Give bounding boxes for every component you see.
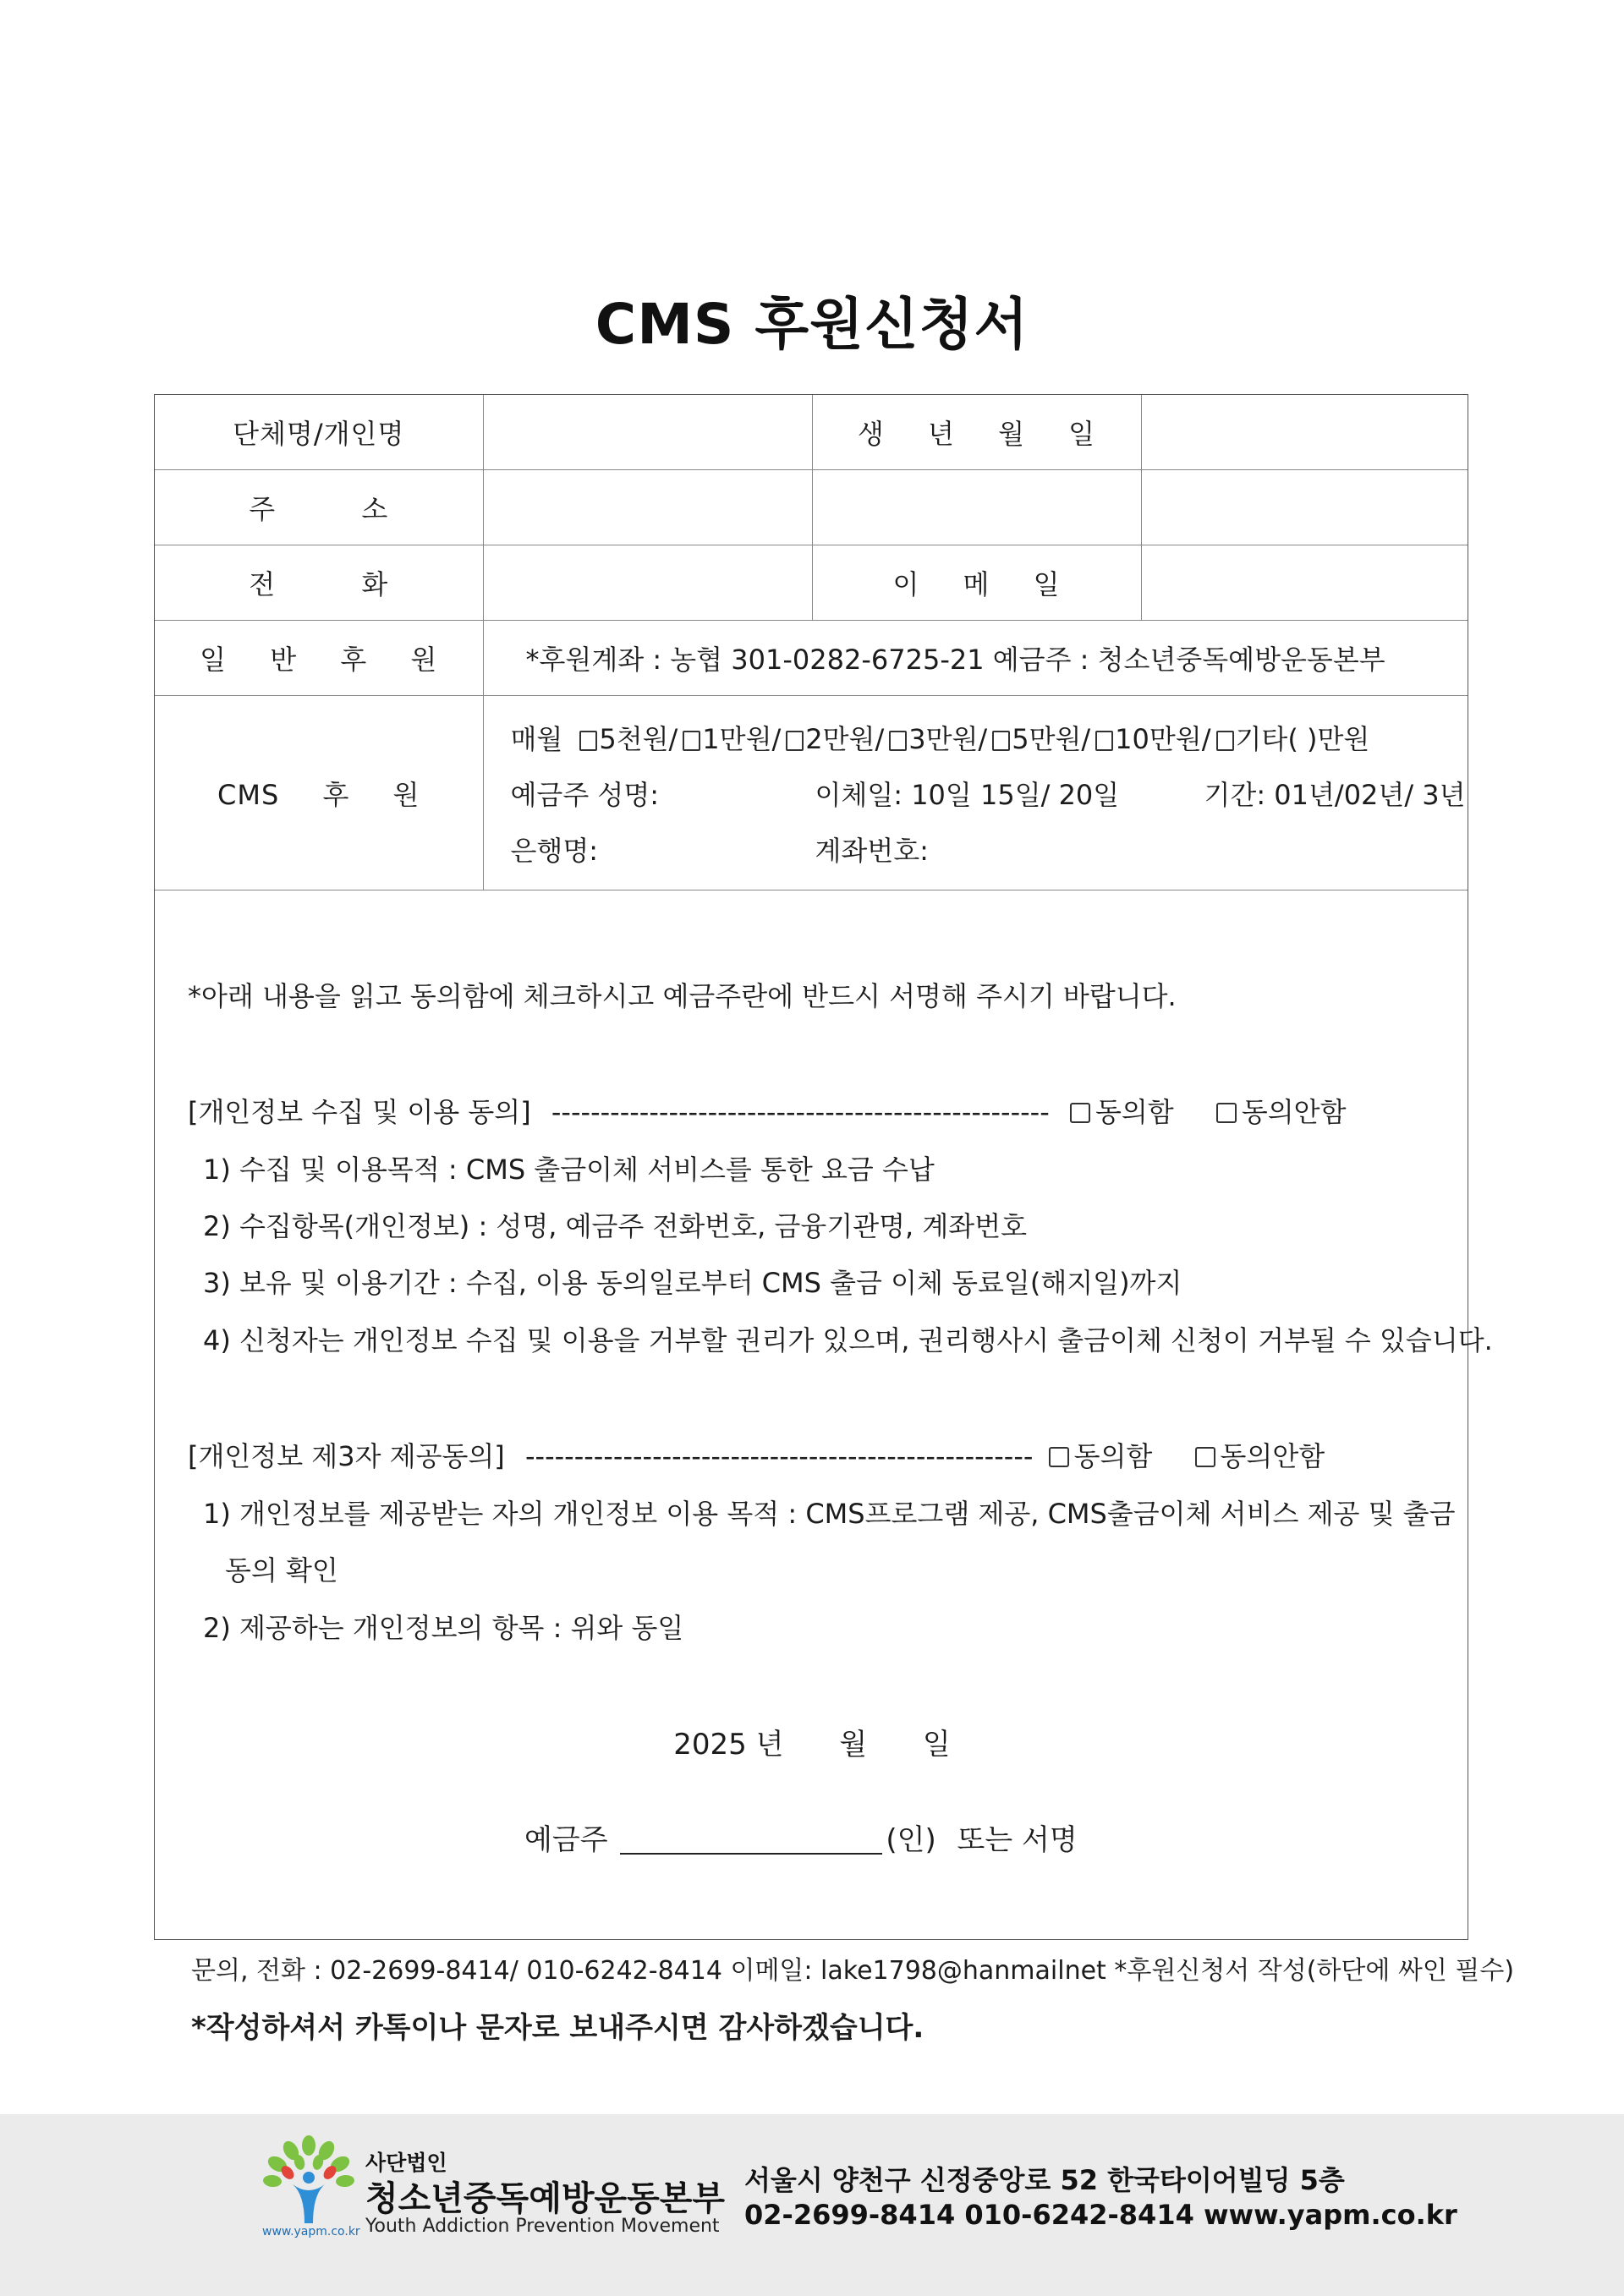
date-line — [0, 1721, 1624, 1762]
section2-item-1: 1) 개인정보를 제공받는 자의 개인정보 이용 목적 : CMS프로그램 제공, CMS출금이체 서비스 제공 및 출금 — [203, 1498, 1456, 1530]
address-field-3[interactable] — [1141, 470, 1468, 545]
or-sign-label: 또는 서명 — [957, 1823, 1078, 1857]
checkbox-100k[interactable] — [1095, 731, 1113, 751]
option-50k-label: 5만원 — [1012, 722, 1082, 755]
amount-options-line — [484, 710, 1468, 765]
org-address: 서울시 양천구 신정중앙로 52 한국타이어빌딩 5층 — [744, 2164, 1345, 2196]
option-20k-label: 2만원 — [805, 722, 875, 755]
signature-label: 예금주 — [524, 1823, 608, 1857]
section2-agree-label: 동의함 — [1073, 1440, 1153, 1472]
signature-line — [524, 1817, 1078, 1858]
option-other-label: 기타( )만원 — [1235, 722, 1370, 755]
option-10k-label: 1만원 — [702, 722, 772, 755]
section1-dashes: --------------------------------------------------- — [551, 1096, 1050, 1128]
section2-item-1-cont: 동의 확인 — [225, 1554, 338, 1586]
transfer-day-label[interactable]: 이체일: 10일 15일/ 20일 — [815, 778, 1120, 811]
period-label[interactable]: 기간: 01년/02년/ 3년 — [1204, 778, 1466, 811]
section2-dashes: ---------------------------------------------------- — [524, 1440, 1034, 1472]
page-title: CMS 후원신청서 — [595, 292, 1029, 357]
bank-name-label: 은행명: — [510, 834, 599, 867]
address-label: 주 소 — [155, 470, 483, 545]
logo-url: www.yapm.co.kr — [262, 2225, 360, 2238]
org-prefix: 사단법인 — [365, 2151, 447, 2175]
address-field-2[interactable] — [812, 470, 1141, 545]
organization-logo-icon — [254, 2135, 364, 2228]
option-5k-label: 5천원 — [599, 722, 669, 755]
section2-disagree-checkbox[interactable] — [1195, 1447, 1215, 1467]
name-field[interactable] — [483, 395, 812, 470]
submission-note: *작성하셔서 카톡이나 문자로 보내주시면 감사하겠습니다. — [191, 2011, 924, 2045]
option-30k-label: 3만원 — [908, 722, 979, 755]
amount-option-list: 5천원/ 1만원/ 2만원/ 3만원/ 5만원/ 10만원/ 기타( )만원 — [574, 718, 1369, 757]
section2-agree-checkbox[interactable] — [1049, 1447, 1069, 1467]
consent-instruction: *아래 내용을 읽고 동의함에 체크하시고 예금주란에 반드시 서명해 주시기 바랍니다. — [188, 980, 1177, 1012]
section1-item-4: 4) 신청자는 개인정보 수집 및 이용을 거부할 권리가 있으며, 권리행사시 출금이체 신청이 거부될 수 있습니다. — [203, 1324, 1493, 1356]
checkbox-other[interactable] — [1216, 731, 1234, 751]
checkbox-30k[interactable] — [889, 731, 907, 751]
date-year: 2025 년 — [673, 1728, 784, 1762]
section1-agree-checkbox[interactable] — [1070, 1103, 1090, 1123]
date-day[interactable]: 일 — [922, 1728, 951, 1762]
section2-item-2: 2) 제공하는 개인정보의 항목 : 위와 동일 — [203, 1612, 684, 1644]
section1-item-2: 2) 수집항목(개인정보) : 성명, 예금주 전화번호, 금융기관명, 계좌번호 — [203, 1210, 1028, 1242]
contact-info: 문의, 전화 : 02-2699-8414/ 010-6242-8414 이메일: lake1798@hanmailnet *후원신청서 작성(하단에 싸인 필수) — [191, 1956, 1515, 1986]
seal-label: (인) — [886, 1823, 936, 1857]
org-english-name: Youth Addiction Prevention Movement — [365, 2216, 720, 2237]
section2-disagree-label: 동의안함 — [1220, 1440, 1325, 1472]
depositor-line — [484, 765, 1468, 821]
org-phones: 02-2699-8414 010-6242-8414 www.yapm.co.kr — [744, 2199, 1457, 2231]
birthdate-field[interactable] — [1141, 395, 1468, 470]
section1-heading: [개인정보 수집 및 이용 동의] — [188, 1096, 531, 1128]
date-month[interactable]: 월 — [839, 1728, 868, 1762]
depositor-name-label: 예금주 성명: — [510, 778, 660, 811]
consent-section2-header — [188, 1435, 1325, 1474]
email-label: 이 메 일 — [812, 545, 1141, 621]
org-name: 청소년중독예방운동본부 — [365, 2179, 726, 2218]
address-field-1[interactable] — [483, 470, 812, 545]
email-field[interactable] — [1141, 545, 1468, 621]
section1-item-3: 3) 보유 및 이용기간 : 수집, 이용 동의일로부터 CMS 출금 이체 동료일(해지일)까지 — [203, 1267, 1182, 1299]
general-donation-label: 일 반 후 원 — [155, 621, 483, 696]
account-number-label: 계좌번호: — [815, 834, 929, 867]
section1-agree-label: 동의함 — [1095, 1096, 1174, 1128]
donation-account-info: *후원계좌 : 농협 301-0282-6725-21 예금주 : 청소년중독예방운동본부 — [483, 621, 1468, 696]
monthly-label: 매월 — [510, 722, 563, 755]
checkbox-20k[interactable] — [786, 731, 804, 751]
section1-disagree-label: 동의안함 — [1241, 1096, 1347, 1128]
section1-disagree-checkbox[interactable] — [1216, 1103, 1237, 1123]
signature-field[interactable] — [620, 1827, 882, 1855]
consent-section1-header — [188, 1091, 1347, 1130]
name-label: 단체명/개인명 — [155, 395, 483, 470]
phone-field[interactable] — [483, 545, 812, 621]
checkbox-5k[interactable] — [579, 731, 597, 751]
cms-donation-details — [483, 696, 1468, 890]
checkbox-10k[interactable] — [683, 731, 700, 751]
phone-label: 전 화 — [155, 545, 483, 621]
checkbox-50k[interactable] — [992, 731, 1010, 751]
birthdate-label: 생 년 월 일 — [812, 395, 1141, 470]
section1-item-1: 1) 수집 및 이용목적 : CMS 출금이체 서비스를 통한 요금 수납 — [203, 1153, 935, 1186]
bank-line — [484, 821, 1468, 877]
option-100k-label: 10만원 — [1115, 722, 1202, 755]
section2-heading: [개인정보 제3자 제공동의] — [188, 1440, 505, 1472]
cms-donation-label: CMS 후 원 — [155, 696, 483, 890]
applicant-info-table — [155, 395, 1468, 890]
